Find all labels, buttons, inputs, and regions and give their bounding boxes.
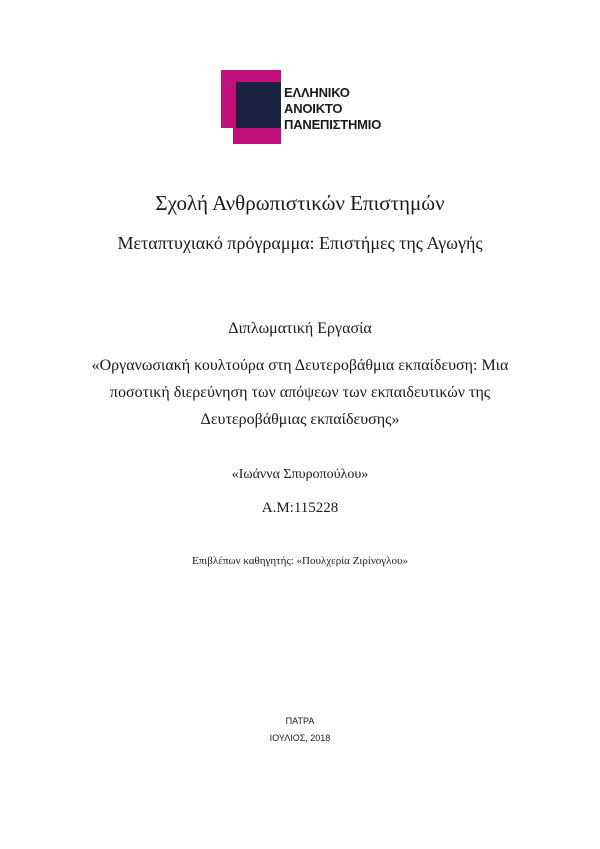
university-logo xyxy=(221,70,411,144)
logo-text xyxy=(284,85,381,133)
supervisor: Επιβλέπων καθηγητής: «Πουλχερία Ζιρίνογλου» xyxy=(192,555,408,567)
date: ΙΟΥΛΙΟΣ, 2018 xyxy=(269,733,331,743)
city: ΠΑΤΡΑ xyxy=(285,716,315,726)
thesis-title: «Οργανωσιακή κουλτούρα στη Δευτεροβάθμια εκπαίδευση: Μια ποσοτική διερεύνηση των απόψεων των εκπαιδευτικών της Δευτεροβάθμιας εκπαίδευσης» xyxy=(91,357,509,428)
logo-emblem xyxy=(221,70,281,144)
school-name: Σχολή Ανθρωπιστικών Επιστημών xyxy=(155,191,445,215)
logo-text-line: ΕΛΛΗΝΙΚΟ xyxy=(284,85,350,100)
thesis-type: Διπλωματική Εργασία xyxy=(228,320,372,337)
logo-text-line: ΑΝΟΙΚΤΟ xyxy=(284,101,343,116)
program-name: Μεταπτυχιακό πρόγραμμα: Επιστήμες της Αγωγής xyxy=(117,233,483,253)
logo-text-line: ΠΑΝΕΠΙΣΤΗΜΙΟ xyxy=(284,117,382,132)
author-name: «Ιωάννα Σπυροπούλου» xyxy=(231,467,369,482)
registration-number: Α.Μ:115228 xyxy=(261,500,339,516)
